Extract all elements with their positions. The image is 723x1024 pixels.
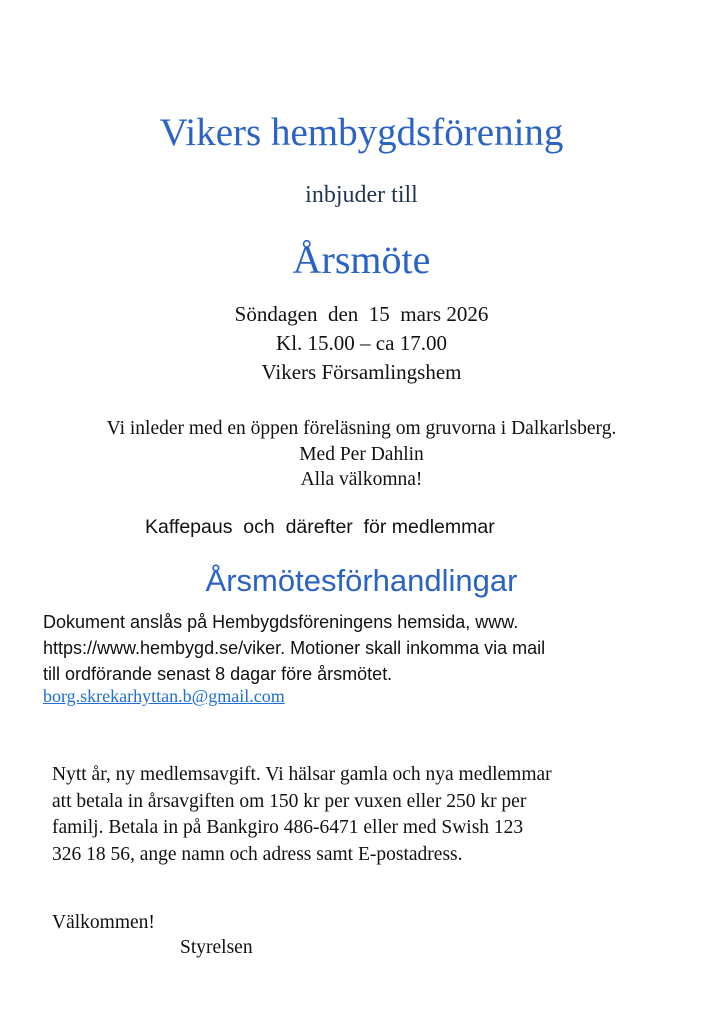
documents-line-text: till ordförande senast 8 dagar före årsmötet bbox=[43, 664, 388, 684]
membership-line: familj. Betala in på Bankgiro 486-6471 eller med Swish 123 bbox=[52, 817, 524, 838]
documents-line: https://www.hembygd.se/viker. Motioner skall inkomma via mail bbox=[43, 638, 546, 658]
lecture-welcome: Alla välkomna! bbox=[300, 469, 423, 490]
lecture-speaker: Med Per Dahlin bbox=[299, 444, 424, 465]
closing-signature: Styrelsen bbox=[180, 937, 253, 958]
documents-line bbox=[43, 661, 683, 687]
membership-paragraph bbox=[52, 762, 672, 868]
invites-subtitle: inbjuder till bbox=[305, 182, 418, 208]
closing-welcome: Välkommen! bbox=[52, 912, 155, 933]
organization-title: Vikers hembygdsförening bbox=[159, 111, 564, 154]
documents-line: Dokument anslås på Hembygdsföreningens hemsida, www. bbox=[43, 612, 519, 632]
lecture-description: Vi inleder med en öppen föreläsning om gruvorna i Dalkarlsberg. bbox=[106, 418, 617, 439]
membership-line: 326 18 56, ange namn och adress samt E-postadress. bbox=[52, 843, 463, 865]
membership-line: att betala in årsavgiften om 150 kr per vuxen eller 250 kr per bbox=[52, 790, 527, 812]
negotiations-heading: Årsmötesförhandlingar bbox=[205, 563, 518, 598]
event-date: Söndagen den 15 mars 2026 bbox=[234, 302, 489, 326]
membership-line: Nytt år, ny medlemsavgift. Vi hälsar gamla och nya medlemmar bbox=[52, 764, 552, 785]
event-time: Kl. 15.00 – ca 17.00 bbox=[276, 331, 447, 355]
documents-line-period: . bbox=[387, 664, 392, 684]
contact-email-link[interactable]: borg.skrekarhyttan.b@gmail.com bbox=[43, 686, 285, 706]
meeting-title: Årsmöte bbox=[292, 237, 431, 282]
coffee-break-note: Kaffepaus och därefter för medlemmar bbox=[145, 516, 495, 538]
documents-paragraph bbox=[43, 609, 683, 687]
event-place: Vikers Församlingshem bbox=[261, 360, 462, 384]
